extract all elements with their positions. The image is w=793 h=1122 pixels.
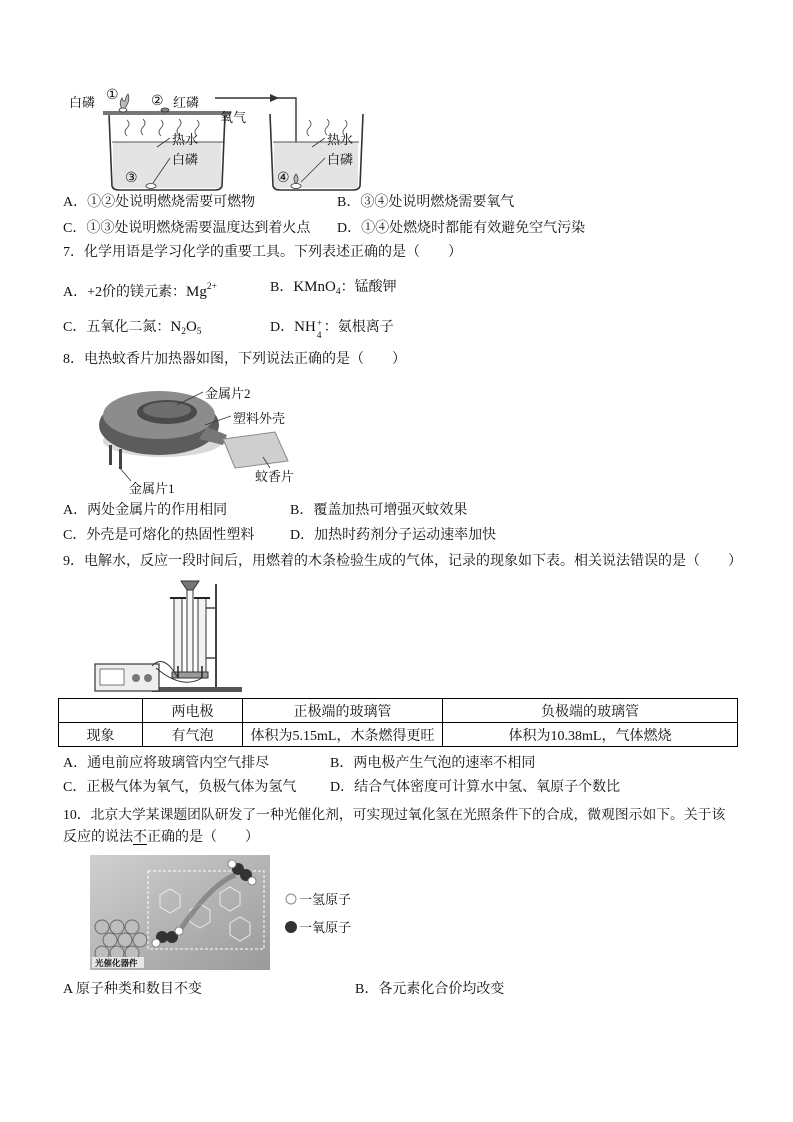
table-header: 负极端的玻璃管 (443, 699, 738, 723)
option-text: ①②处说明燃烧需要可燃物 (87, 195, 256, 210)
steam-wave-1 (125, 120, 129, 136)
underwater-white-phosphorus (291, 184, 301, 189)
steam-wave-3 (159, 120, 163, 136)
option-letter: A． (63, 195, 88, 210)
label-plastic-shell: 塑料外壳 (233, 411, 286, 426)
underwater-flame-icon (294, 174, 298, 184)
q6-option-d (337, 220, 585, 238)
q10-option-b (355, 981, 504, 999)
formula-subscript: 4 (335, 287, 341, 297)
option-text: ：锰酸钾 (340, 280, 397, 295)
table-row (59, 723, 738, 747)
leader-line (119, 467, 131, 481)
option-text: +2价的镁元素： (87, 285, 187, 300)
option-letter: A (63, 982, 76, 997)
option-text: ③④处说明燃烧需要氧气 (360, 195, 515, 210)
table-corner-cell (59, 699, 143, 723)
hydrogen-atom (152, 939, 160, 947)
label-white-phosphorus-top: 白磷 (69, 95, 96, 110)
formula-kmno4: KMnO (293, 279, 336, 295)
photocatalyst-figure (90, 855, 365, 973)
mark-4: ④ (277, 171, 290, 186)
formula-subscript: 2 (181, 327, 186, 337)
option-text: 两处金属片的作用相同 (87, 503, 228, 518)
formula-subscript: 5 (196, 327, 202, 337)
q7-option-a (63, 278, 217, 302)
q10-option-a (63, 981, 202, 999)
formula-subscript: 4 (316, 331, 322, 341)
honeycomb-cell (133, 933, 147, 947)
arrow-icon (270, 94, 279, 102)
q7-stem: 7．化学用语是学习化学的重要工具。下列表述正确的是（ ） (63, 245, 462, 260)
right-tube (198, 598, 206, 674)
option-letter: B． (270, 280, 294, 295)
formula-stacked-indices (316, 318, 324, 341)
table-cell: 体积为10.38mL，气体燃烧 (443, 723, 738, 747)
option-text: 各元素化合价均改变 (378, 982, 505, 997)
combustion-experiment-figure (65, 84, 370, 196)
option-text: 原子种类和数目不变 (75, 982, 202, 997)
q10-stem-line-2 (63, 829, 259, 847)
oxygen-legend: 一氧原子 (299, 920, 352, 935)
q8-option-b (290, 502, 467, 520)
option-text: 正极气体为氧气，负极气体为氢气 (86, 780, 297, 795)
option-text: 覆盖加热可增强灭蚊效果 (313, 503, 468, 518)
option-letter: B． (330, 756, 354, 771)
option-letter: D． (270, 320, 295, 335)
submerged-white-phosphorus (146, 184, 156, 189)
option-letter: A． (63, 503, 88, 518)
mark-1: ① (106, 88, 119, 103)
label-metal-sheet-1: 金属片1 (129, 481, 175, 496)
table-cell: 体积为5.15mL，木条燃得更旺 (243, 723, 443, 747)
stem-text: 正确的是（ ） (147, 830, 259, 845)
formula-superscript: + (316, 319, 323, 329)
option-letter: D． (337, 221, 362, 236)
q9-option-d (330, 779, 620, 797)
label-mosquito-mat: 蚊香片 (255, 469, 295, 484)
honeycomb-cell (95, 920, 109, 934)
table-header: 正极端的玻璃管 (243, 699, 443, 723)
option-text: ①③处说明燃烧需要温度达到着火点 (86, 221, 311, 236)
mark-3: ③ (125, 171, 138, 186)
option-text: ①④处燃烧时都能有效避免空气污染 (361, 221, 586, 236)
honeycomb-cell (110, 920, 124, 934)
label-oxygen: 氧气 (220, 110, 247, 125)
electrolysis-apparatus-figure (92, 578, 252, 696)
option-letter: A． (63, 756, 88, 771)
mosquito-mat-shape (223, 432, 288, 468)
formula-superscript: 2+ (206, 282, 217, 292)
stand-base (152, 687, 242, 692)
option-text: ：氨根离子 (323, 320, 394, 335)
hydrogen-atom (248, 877, 256, 885)
q8-option-d (290, 527, 496, 545)
option-text: 加热时药剂分子运动速率加快 (314, 528, 497, 543)
formula-nh4: NH (294, 319, 316, 335)
hydrogen-atom (175, 927, 183, 935)
power-knob (132, 674, 140, 682)
option-text: 结合气体密度可计算水中氢、氧原子个数比 (354, 780, 621, 795)
device-label: 光催化器件 (95, 958, 138, 968)
option-letter: C． (63, 780, 87, 795)
hydrogen-legend: 一氢原子 (299, 892, 352, 907)
option-letter: D． (330, 780, 355, 795)
oxygen-legend-icon (285, 921, 297, 933)
observation-table (58, 698, 738, 747)
reservoir-funnel (181, 581, 199, 590)
table-row-label: 现象 (59, 723, 143, 747)
honeycomb-cell (103, 933, 117, 947)
option-letter: C． (63, 320, 87, 335)
steam-wave-2 (141, 119, 145, 135)
option-letter: A． (63, 285, 88, 300)
label-red-phosphorus: 红磷 (173, 95, 200, 110)
label-right-white-phosphorus: 白磷 (327, 152, 354, 167)
q6-option-c (63, 220, 310, 238)
q9-option-c (63, 779, 296, 797)
option-letter: B． (290, 503, 314, 518)
plug-pin (109, 445, 112, 465)
honeycomb-cell (118, 933, 132, 947)
q6-option-a (63, 194, 255, 212)
stem-text: 反应的说法 (63, 830, 133, 845)
q7-option-c (63, 318, 202, 341)
left-tube (174, 598, 182, 674)
heater-plate-highlight (143, 402, 191, 418)
left-beaker (103, 94, 231, 190)
catalyst-honeycomb (95, 920, 147, 960)
q10-stem-line-1: 10．北京大学某课题团队研发了一种光催化剂，可实现过氧化氢在光照条件下的合成，微观图示如下。关于该 (63, 807, 726, 822)
option-text: 五氧化二氮： (86, 320, 171, 335)
table-header: 两电极 (143, 699, 243, 723)
power-supply-panel (100, 669, 124, 685)
honeycomb-cell (125, 920, 139, 934)
option-letter: B． (355, 982, 379, 997)
label-left-white-phosphorus: 白磷 (172, 152, 199, 167)
label-left-hot-water: 热水 (172, 132, 199, 147)
q9-option-b (330, 755, 535, 773)
power-knob (144, 674, 152, 682)
q6-option-b (337, 194, 514, 212)
q9-stem: 9．电解水，反应一段时间后，用燃着的木条检验生成的气体，记录的现象如下表。相关说法错误的是（ ） (63, 554, 742, 569)
q8-stem: 8．电热蚊香片加热器如图，下列说法正确的是（ ） (63, 352, 406, 367)
option-letter: C． (63, 221, 87, 236)
hydrogen-atom (228, 860, 236, 868)
table-cell: 有气泡 (143, 723, 243, 747)
table-header-row (59, 699, 738, 723)
q8-option-a (63, 502, 227, 520)
label-metal-sheet-2: 金属片2 (205, 386, 251, 401)
white-phosphorus-chunk (119, 108, 127, 112)
label-right-hot-water: 热水 (327, 132, 354, 147)
stem-emphasis: 不 (133, 830, 147, 845)
mark-2: ② (151, 94, 164, 109)
option-letter: C． (63, 528, 87, 543)
q8-option-c (63, 527, 254, 545)
mosquito-heater-figure (95, 375, 310, 500)
middle-tube (187, 590, 193, 674)
q9-option-a (63, 755, 269, 773)
formula-element-n: N (170, 319, 182, 335)
option-letter: D． (290, 528, 315, 543)
formula-element-o: O (185, 319, 197, 335)
option-text: 外壳是可熔化的热固性塑料 (86, 528, 255, 543)
option-letter: B． (337, 195, 361, 210)
q7-option-b (270, 278, 397, 301)
q7-option-d (270, 318, 394, 341)
formula-mg: Mg (186, 284, 207, 300)
plug-pin (119, 449, 122, 469)
flame-icon (120, 94, 129, 110)
steam-wave-6 (307, 120, 311, 136)
option-text: 两电极产生气泡的速率不相同 (353, 756, 536, 771)
option-text: 通电前应将玻璃管内空气排尽 (87, 756, 270, 771)
hydrogen-legend-icon (286, 894, 296, 904)
